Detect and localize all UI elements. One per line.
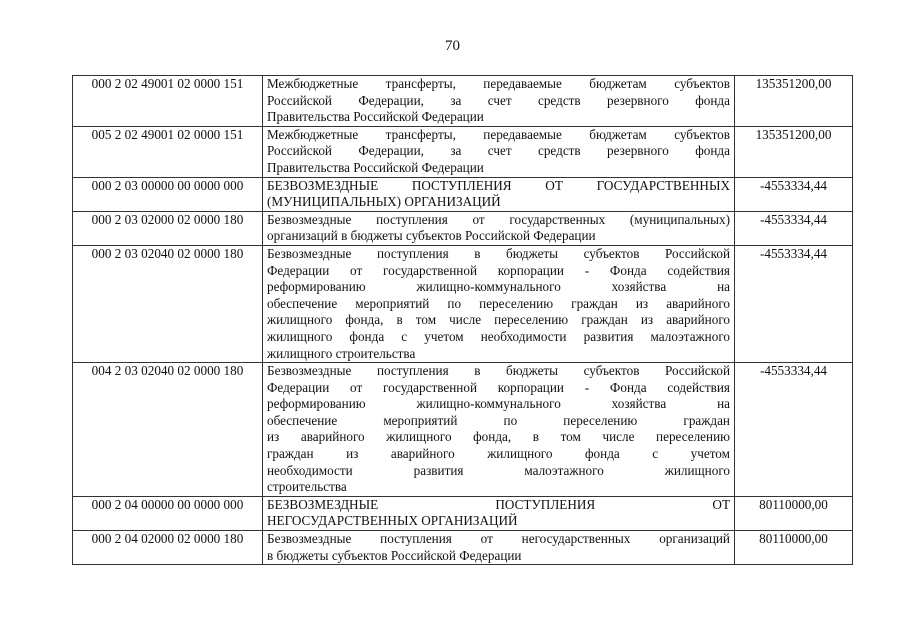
description-line: необходимости развития малоэтажного жилищного [267,462,730,478]
description-line: организаций в бюджеты субъектов Российской Федерации [267,228,596,244]
table-row [73,211,853,245]
budget-code-cell: 004 2 03 02040 02 0000 180 [73,363,263,497]
budget-code-cell: 000 2 02 49001 02 0000 151 [73,76,263,127]
description-line: Межбюджетные трансферты, передаваемые бюджетам субъектов [267,76,730,91]
description-line: Безвозмездные поступления от негосударственных организаций [267,531,730,547]
table-row [73,363,853,497]
description-line: Российской Федерации, за счет средств резервного фонда [267,92,730,108]
budget-code-cell: 000 2 03 00000 00 0000 000 [73,177,263,211]
description-line: Правительства Российской Федерации [267,109,484,125]
description-line: жилищного фонда, в том числе переселению граждан из аварийного [267,312,730,328]
description-line: Безвозмездные поступления от государственных (муниципальных) [267,211,730,227]
description-line: жилищного фонда с учетом необходимости развития малоэтажного [267,328,730,344]
budget-table [72,75,853,565]
description-line: БЕЗВОЗМЕЗДНЫЕ ПОСТУПЛЕНИЯ ОТ [267,496,730,512]
description-line: строительства [267,479,347,495]
budget-code-cell: 000 2 04 00000 00 0000 000 [73,496,263,530]
budget-code-cell: 005 2 02 49001 02 0000 151 [73,126,263,177]
description-line: жилищного строительства [267,345,416,361]
description-line: Федерации от государственной корпорации - Фонда содействия [267,379,730,395]
description-cell [263,126,735,177]
description-cell [263,76,735,127]
description-cell [263,496,735,530]
description-line: граждан из аварийного жилищного фонда с учетом [267,446,730,462]
description-line: Федерации от государственной корпорации - Фонда содействия [267,262,730,278]
description-line: из аварийного жилищного фонда, в том числе переселению [267,429,730,445]
description-cell [263,177,735,211]
table-row [73,76,853,127]
amount-cell: 80110000,00 [735,531,853,565]
budget-code-cell: 000 2 03 02040 02 0000 180 [73,245,263,362]
description-line: Безвозмездные поступления в бюджеты субъектов Российской [267,245,730,261]
table-row [73,177,853,211]
description-line: БЕЗВОЗМЕЗДНЫЕ ПОСТУПЛЕНИЯ ОТ ГОСУДАРСТВЕННЫХ [267,177,730,193]
amount-cell: 80110000,00 [735,496,853,530]
description-line: Безвозмездные поступления в бюджеты субъектов Российской [267,363,730,379]
amount-cell: 135351200,00 [735,126,853,177]
page-number: 70 [445,38,460,54]
amount-cell: -4553334,44 [735,177,853,211]
description-line: обеспечение мероприятий по переселению граждан [267,412,730,428]
amount-cell: -4553334,44 [735,363,853,497]
amount-cell: -4553334,44 [735,211,853,245]
table-row [73,126,853,177]
table-row [73,245,853,362]
budget-code-cell: 000 2 04 02000 02 0000 180 [73,531,263,565]
description-line: реформированию жилищно-коммунального хозяйства на [267,279,730,295]
description-line: обеспечение мероприятий по переселению граждан из аварийного [267,295,730,311]
table-row [73,496,853,530]
table-body [73,76,853,565]
description-line: Российской Федерации, за счет средств резервного фонда [267,143,730,159]
description-line: реформированию жилищно-коммунального хозяйства на [267,396,730,412]
description-line: Правительства Российской Федерации [267,159,484,175]
description-line: Межбюджетные трансферты, передаваемые бюджетам субъектов [267,126,730,142]
budget-code-cell: 000 2 03 02000 02 0000 180 [73,211,263,245]
description-line: в бюджеты субъектов Российской Федерации [267,547,522,563]
description-cell [263,245,735,362]
amount-cell: 135351200,00 [735,76,853,127]
amount-cell: -4553334,44 [735,245,853,362]
table-row [73,531,853,565]
description-cell [263,531,735,565]
description-line: (МУНИЦИПАЛЬНЫХ) ОРГАНИЗАЦИЙ [267,194,501,210]
description-cell [263,363,735,497]
description-cell [263,211,735,245]
description-line: НЕГОСУДАРСТВЕННЫХ ОРГАНИЗАЦИЙ [267,513,518,529]
